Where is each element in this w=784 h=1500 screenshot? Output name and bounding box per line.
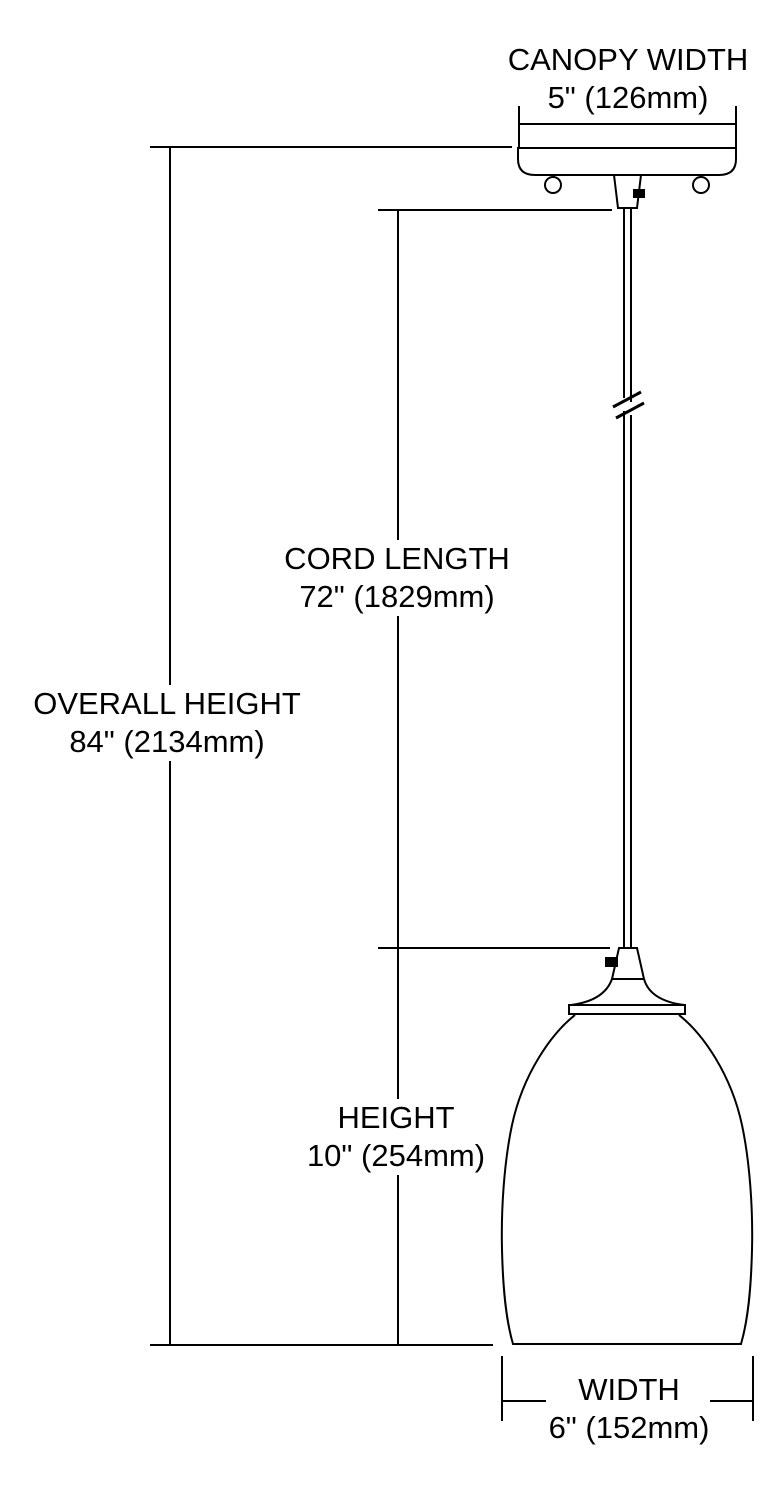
- shade-holder: [571, 979, 684, 1005]
- socket-set-screw-icon: [605, 957, 618, 967]
- shade-height-value: 10" (254mm): [300, 1137, 492, 1175]
- shade-height-title: HEIGHT: [330, 1099, 461, 1137]
- socket: [569, 948, 685, 1014]
- canopy-width-title: CANOPY WIDTH: [501, 41, 756, 79]
- overall-height-value: 84" (2134mm): [62, 723, 271, 761]
- overall-height-title: OVERALL HEIGHT: [26, 685, 308, 723]
- cord-break-mark-icon: [613, 392, 644, 418]
- canopy-width-value: 5" (126mm): [541, 79, 716, 117]
- canopy-set-screw-icon: [633, 189, 645, 198]
- shade-width-label: [542, 1371, 717, 1447]
- canopy: [518, 148, 736, 208]
- overall-height-label: [26, 685, 308, 761]
- cord-length-title: CORD LENGTH: [277, 540, 517, 578]
- canopy-screw-left-icon: [545, 177, 561, 193]
- shade-rim-band: [569, 1005, 685, 1014]
- shade-width-value: 6" (152mm): [542, 1409, 717, 1447]
- canopy-width-label: [501, 41, 756, 117]
- glass-shade: [502, 1015, 752, 1344]
- shade-height-label: [300, 1099, 492, 1175]
- shade-width-title: WIDTH: [571, 1371, 687, 1409]
- canopy-screw-right-icon: [693, 177, 709, 193]
- canopy-body: [518, 148, 736, 175]
- cord-length-label: [277, 540, 517, 616]
- cord: [613, 208, 644, 948]
- cord-length-value: 72" (1829mm): [292, 578, 501, 616]
